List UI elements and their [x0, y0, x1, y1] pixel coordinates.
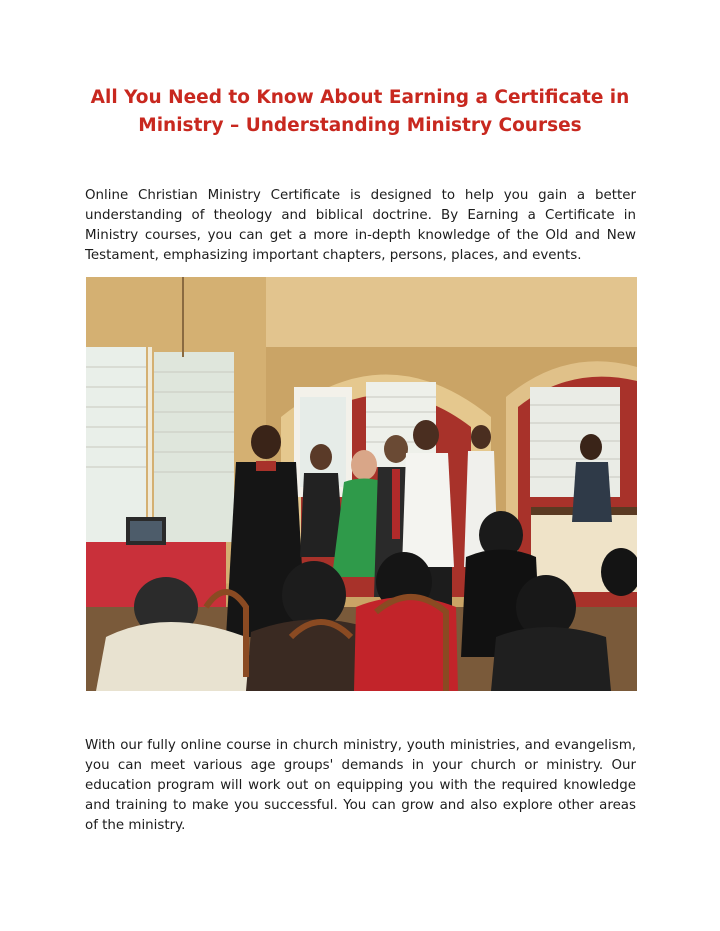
closing-paragraph: With our fully online course in church ministry, youth ministries, and evangelism, you can meet various age groups' demands in your church or ministry. Our education program will work out on equipping you with the required knowledge and training to make you successful. You can grow and also explore other areas of the ministry.: [85, 738, 636, 833]
ministry-ceremony-photo: [86, 277, 637, 691]
document-title: All You Need to Know About Earning a Certificate in Ministry – Understanding Ministry Courses: [90, 87, 630, 136]
intro-paragraph: Online Christian Ministry Certificate is designed to help you gain a better understanding of theology and biblical doctrine. By Earning a Certificate in Ministry courses, you can get a more in-depth knowledge of the Old and New Testament, emphasizing important chapters, persons, places, and events.: [85, 188, 636, 263]
